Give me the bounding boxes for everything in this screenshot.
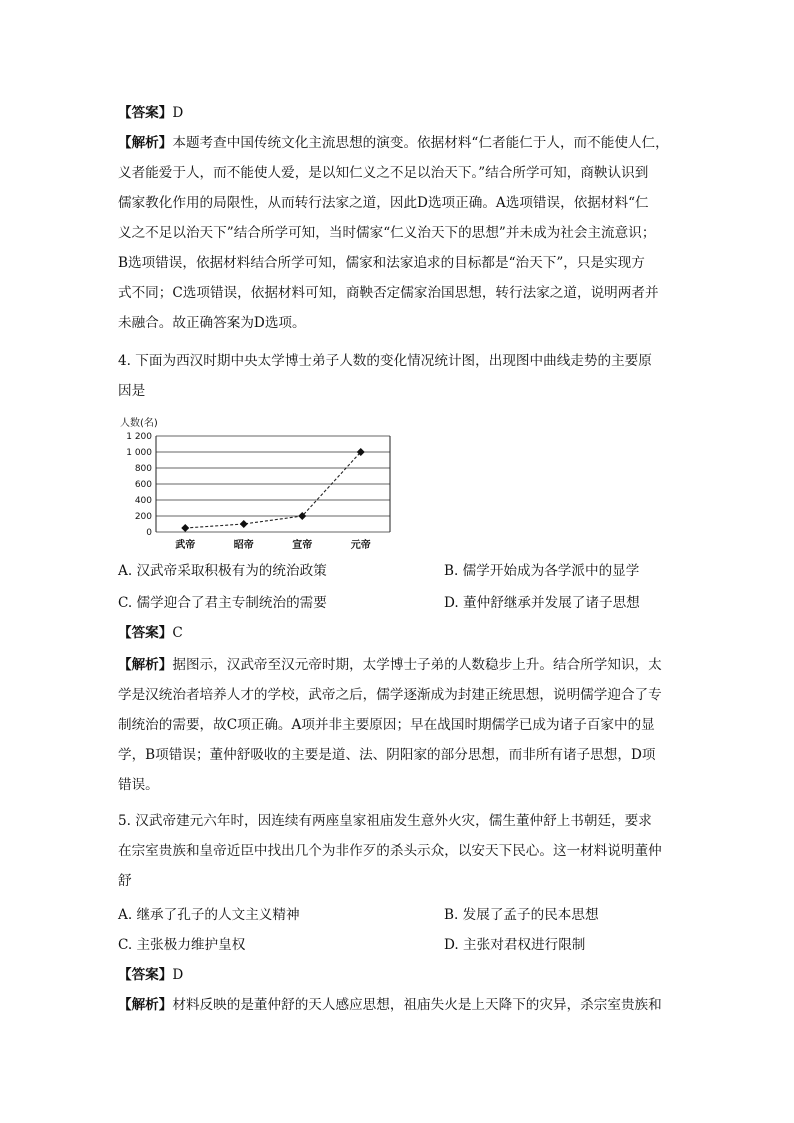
analysis-q3-line-3: 儒家教化作用的局限性，从而转行法家之道，因此D选项正确。A选项错误，依据材料“仁 — [118, 195, 649, 211]
x-tick-labels — [175, 538, 371, 551]
y-tick-label: 1 000 — [126, 448, 152, 458]
analysis-q3-line-7: 未融合。故正确答案为D选项。 — [118, 315, 306, 331]
data-points — [181, 448, 365, 532]
y-tick-label: 800 — [134, 464, 152, 474]
y-axis-label: 人数(名) — [120, 418, 158, 429]
analysis-q4-line-5: 错误。 — [118, 777, 159, 793]
x-tick-label: 元帝 — [350, 540, 371, 551]
y-tick-labels — [126, 432, 152, 538]
series-line — [185, 452, 361, 528]
students-line-chart — [118, 414, 403, 554]
x-tick-label: 昭帝 — [233, 540, 254, 551]
y-tick-label: 0 — [146, 528, 152, 538]
analysis-q4-line-3: 制统治的需要，故C项正确。A项并非主要原因；早在战国时期儒学已成为诸子百家中的显 — [118, 717, 655, 733]
answer-q5 — [118, 966, 678, 984]
q5-option-a: A. 继承了孔子的人文主义精神 — [118, 907, 300, 923]
analysis-q4-line-4: 学，B项错误；董仲舒吸收的主要是道、法、阴阳家的部分思想，而非所有诸子思想，D项 — [118, 747, 656, 763]
answer-q3 — [118, 104, 678, 122]
analysis-q4-line-1: 【解析】据图示，汉武帝至汉元帝时期，太学博士子弟的人数稳步上升。结合所学知识，太 — [118, 657, 662, 673]
answer-value: D — [172, 105, 184, 121]
analysis-q3-line-6: 式不同；C选项错误，依据材料可知，商鞅否定儒家治国思想，转行法家之道，说明两者并 — [118, 285, 659, 301]
analysis-q4-line-2: 学是汉统治者培养人才的学校，武帝之后，儒学逐渐成为封建正统思想，说明儒学迎合了专 — [118, 687, 662, 703]
x-tick-label: 武帝 — [175, 540, 196, 551]
data-point-diamond — [240, 520, 248, 528]
analysis-q3-line-1: 【解析】本题考查中国传统文化主流思想的演变。依据材料“仁者能仁于人，而不能使人仁， — [118, 135, 669, 151]
question-5-stem-line-3: 舒 — [118, 873, 132, 889]
chart-grid — [156, 436, 390, 532]
analysis-q3-line-4: 义之不足以治天下”结合所学可知，当时儒家“仁义治天下的思想”并未成为社会主流意识； — [118, 225, 656, 241]
analysis-q3-line-5: B选项错误，依据材料结合所学可知，儒家和法家追求的目标都是“治天下”，只是实现方 — [118, 255, 645, 271]
analysis-tag: 【解析】 — [118, 997, 173, 1013]
q5-option-d: D. 主张对君权进行限制 — [444, 937, 586, 953]
q4-option-a: A. 汉武帝采取积极有为的统治政策 — [118, 563, 327, 579]
answer-value: C — [172, 625, 183, 641]
question-4-stem-line-2: 因是 — [118, 383, 146, 399]
analysis-q3-line-2: 义者能爱于人，而不能使人爱，是以知仁义之不足以治天下。”结合所学可知，商鞅认识到 — [118, 165, 649, 181]
q5-option-b: B. 发展了孟子的民本思想 — [444, 907, 599, 923]
q4-option-b: B. 儒学开始成为各学派中的显学 — [444, 563, 640, 579]
answer-tag: 【答案】 — [118, 625, 173, 641]
y-tick-label: 1 200 — [126, 432, 152, 442]
q4-option-d: D. 董仲舒继承并发展了诸子思想 — [444, 595, 640, 611]
question-5-stem-line-2: 在宗室贵族和皇帝近臣中找出几个为非作歹的杀头示众，以安天下民心。这一材料说明董仲 — [118, 843, 662, 859]
y-tick-label: 200 — [134, 512, 152, 522]
analysis-tag: 【解析】 — [118, 657, 173, 673]
answer-tag: 【答案】 — [118, 105, 173, 121]
data-point-diamond — [181, 524, 189, 532]
y-tick-label: 400 — [134, 496, 152, 506]
analysis-tag: 【解析】 — [118, 135, 173, 151]
y-tick-label: 600 — [134, 480, 152, 490]
answer-tag: 【答案】 — [118, 967, 173, 983]
analysis-q5-line-1: 【解析】材料反映的是董仲舒的天人感应思想，祖庙失火是上天降下的灾异，杀宗室贵族和 — [118, 997, 662, 1013]
answer-q4 — [118, 624, 678, 642]
answer-value: D — [172, 967, 184, 983]
x-tick-label: 宣帝 — [292, 540, 313, 551]
q4-option-c: C. 儒学迎合了君主专制统治的需要 — [118, 595, 327, 611]
question-5-stem-line-1: 5. 汉武帝建元六年时，因连续有两座皇家祖庙发生意外火灾，儒生董仲舒上书朝廷，要求 — [118, 813, 652, 829]
question-4-stem-line-1: 4. 下面为西汉时期中央太学博士弟子人数的变化情况统计图，出现图中曲线走势的主要原 — [118, 353, 652, 369]
q5-option-c: C. 主张极力维护皇权 — [118, 937, 246, 953]
